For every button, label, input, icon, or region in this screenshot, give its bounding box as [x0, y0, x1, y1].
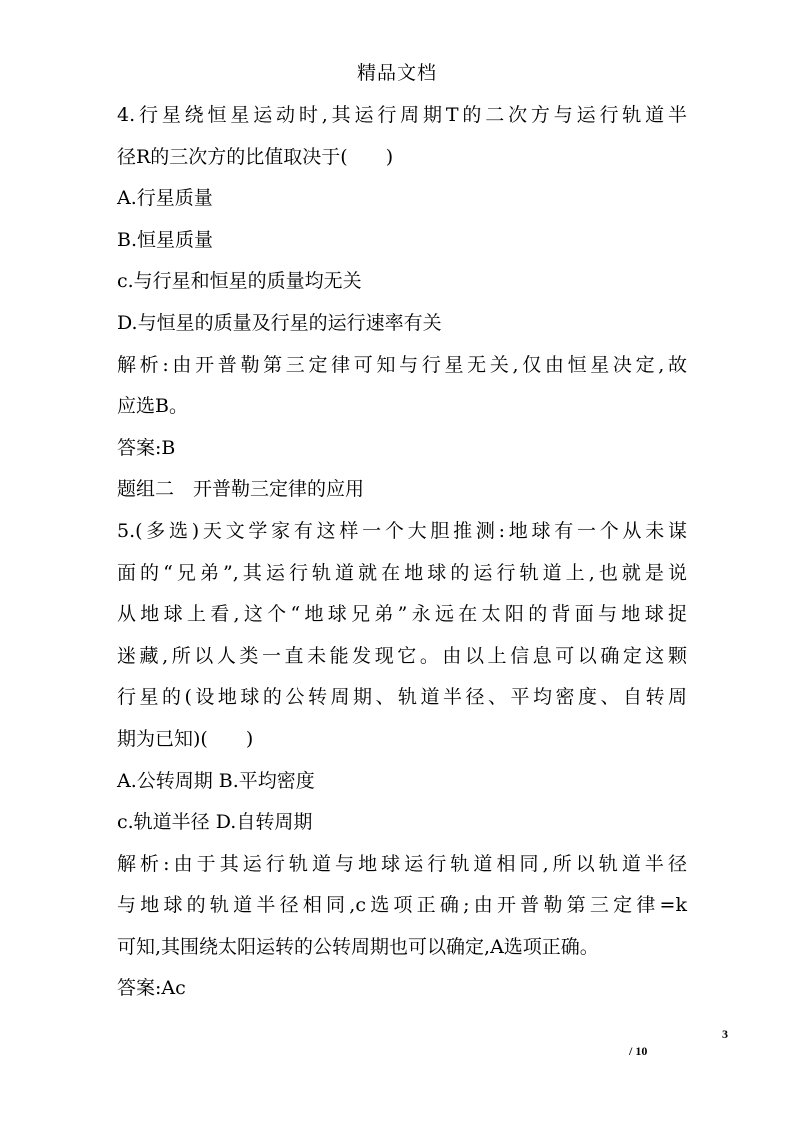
- text-line: 从地球上看,这个“地球兄弟”永远在太阳的背面与地球捉: [117, 603, 687, 626]
- page-number: 3: [722, 1027, 728, 1041]
- page-header-title: 精品文档: [356, 62, 437, 84]
- text-line: c.轨道半径 D.自转周期: [117, 811, 313, 834]
- text-line: 答案:B: [117, 436, 176, 459]
- text-line: A.行星质量: [117, 187, 213, 210]
- text-line: 行星的(设地球的公转周期、轨道半径、平均密度、自转周: [117, 686, 687, 709]
- text-line: 期为已知)( ): [117, 727, 254, 750]
- text-line: 5.(多选)天文学家有这样一个大胆推测:地球有一个从未谋: [117, 519, 687, 542]
- text-line: 应选B。: [117, 395, 188, 418]
- text-line: c.与行星和恒星的质量均无关: [117, 270, 362, 293]
- text-line: 径R的三次方的比值取决于( ): [117, 145, 394, 168]
- text-line: D.与恒星的质量及行星的运行速率有关: [117, 311, 442, 334]
- section-heading: 题组二 开普勒三定律的应用: [117, 478, 365, 501]
- text-line: A.公转周期 B.平均密度: [117, 769, 315, 792]
- text-line: 可知,其围绕太阳运转的公转周期也可以确定,A选项正确。: [117, 935, 599, 958]
- page-total: / 10: [629, 1044, 648, 1058]
- document-body: [117, 95, 687, 1010]
- text-line: 4.行星绕恒星运动时,其运行周期T的二次方与运行轨道半: [117, 104, 687, 126]
- text-line: B.恒星质量: [117, 228, 214, 251]
- text-line: 面的“兄弟”,其运行轨道就在地球的运行轨道上,也就是说: [117, 561, 687, 584]
- text-line: 迷藏,所以人类一直未能发现它。由以上信息可以确定这颗: [117, 644, 687, 667]
- text-line: 解析:由开普勒第三定律可知与行星无关,仅由恒星决定,故: [117, 353, 687, 376]
- text-line: 解析:由于其运行轨道与地球运行轨道相同,所以轨道半径: [117, 852, 687, 875]
- text-line: 与地球的轨道半径相同,c选项正确;由开普勒第三定律=k: [117, 894, 687, 917]
- text-line: 答案:Ac: [117, 977, 186, 1000]
